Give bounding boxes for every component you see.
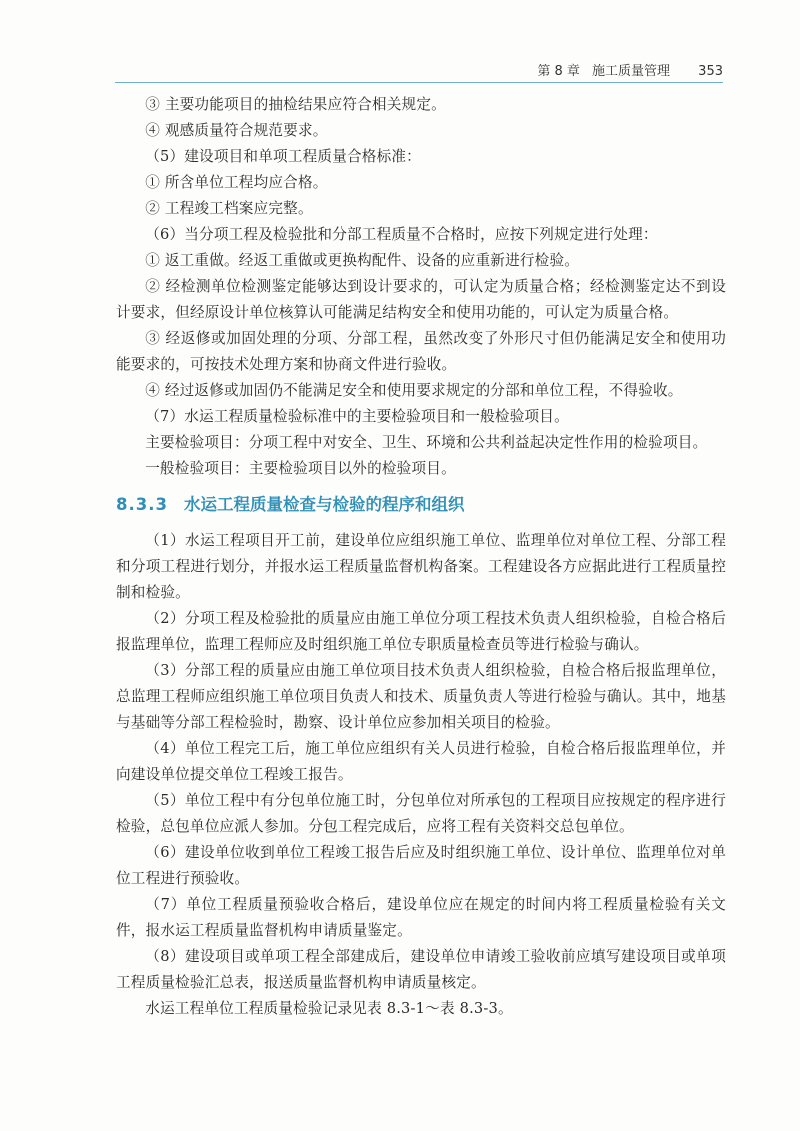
paragraph: （6）建设单位收到单位工程竣工报告后应及时组织施工单位、设计单位、监理单位对单位工程进行预验收。 <box>116 844 726 887</box>
paragraph: （7）水运工程质量检验标准中的主要检验项目和一般检验项目。 <box>145 408 569 425</box>
paragraph: ② 经检测单位检测鉴定能够达到设计要求的，可认定为质量合格；经检测鉴定达不到设计要求，但经原设计单位核算认可能满足结构安全和使用功能的，可认定为质量合格。 <box>116 278 726 321</box>
paragraph: （5）建设项目和单项工程质量合格标准： <box>145 148 421 165</box>
page-body <box>116 92 726 1022</box>
section-label: 施工质量管理 <box>592 64 671 79</box>
paragraph: （4）单位工程完工后，施工单位应组织有关人员进行检验，自检合格后报监理单位，并向建设单位提交单位工程竣工报告。 <box>116 740 726 783</box>
running-header <box>115 60 723 83</box>
paragraph: 水运工程单位工程质量检验记录见表 8.3-1～表 8.3-3。 <box>145 1000 513 1017</box>
paragraph: 主要检验项目：分项工程中对安全、卫生、环境和公共利益起决定性作用的检验项目。 <box>145 434 708 451</box>
section-heading <box>116 490 726 520</box>
paragraph: 一般检验项目：主要检验项目以外的检验项目。 <box>145 460 456 477</box>
paragraph: （8）建设项目或单项工程全部建成后，建设单位申请竣工验收前应填写建设项目或单项工程质量检验汇总表，报送质量监督机构申请质量核定。 <box>116 948 726 991</box>
paragraph: ③ 主要功能项目的抽检结果应符合相关规定。 <box>145 96 446 113</box>
paragraph: （5）单位工程中有分包单位施工时，分包单位对所承包的工程项目应按规定的程序进行检验，总包单位应派人参加。分包工程完成后，应将工程有关资料交总包单位。 <box>116 792 726 835</box>
paragraph: ① 所含单位工程均应合格。 <box>145 174 328 191</box>
page-number: 353 <box>698 64 723 79</box>
paragraph: ④ 观感质量符合规范要求。 <box>145 122 328 139</box>
paragraph: （3）分部工程的质量应由施工单位项目技术负责人组织检验，自检合格后报监理单位，总监理工程师应组织施工单位项目负责人和技术、质量负责人等进行检验与确认。其中，地基与基础等分部工程检验时，勘察、设计单位应参加相关项目的检验。 <box>116 662 726 731</box>
paragraph: （6）当分项工程及检验批和分部工程质量不合格时，应按下列规定进行处理： <box>145 226 658 243</box>
header-text <box>537 60 723 79</box>
paragraph: ② 工程竣工档案应完整。 <box>145 200 313 217</box>
section-title: 水运工程质量检查与检验的程序和组织 <box>183 495 465 514</box>
paragraph: （2）分项工程及检验批的质量应由施工单位分项工程技术负责人组织检验，自检合格后报监理单位，监理工程师应及时组织施工单位专职质量检查员等进行检验与确认。 <box>116 610 726 653</box>
paragraph: ③ 经返修或加固处理的分项、分部工程，虽然改变了外形尺寸但仍能满足安全和使用功能要求的，可按技术处理方案和协商文件进行验收。 <box>116 330 726 373</box>
chapter-label: 第 8 章 <box>537 64 580 79</box>
section-number: 8.3.3 <box>116 495 168 514</box>
paragraph: （7）单位工程质量预验收合格后，建设单位应在规定的时间内将工程质量检验有关文件，报水运工程质量监督机构申请质量鉴定。 <box>116 896 726 939</box>
paragraph: ④ 经过返修或加固仍不能满足安全和使用要求规定的分部和单位工程，不得验收。 <box>145 382 683 399</box>
paragraph: ① 返工重做。经返工重做或更换构配件、设备的应重新进行检验。 <box>145 252 580 269</box>
paragraph: （1）水运工程项目开工前，建设单位应组织施工单位、监理单位对单位工程、分部工程和分项工程进行划分，并报水运工程质量监督机构备案。工程建设各方应据此进行工程质量控制和检验。 <box>116 532 726 601</box>
